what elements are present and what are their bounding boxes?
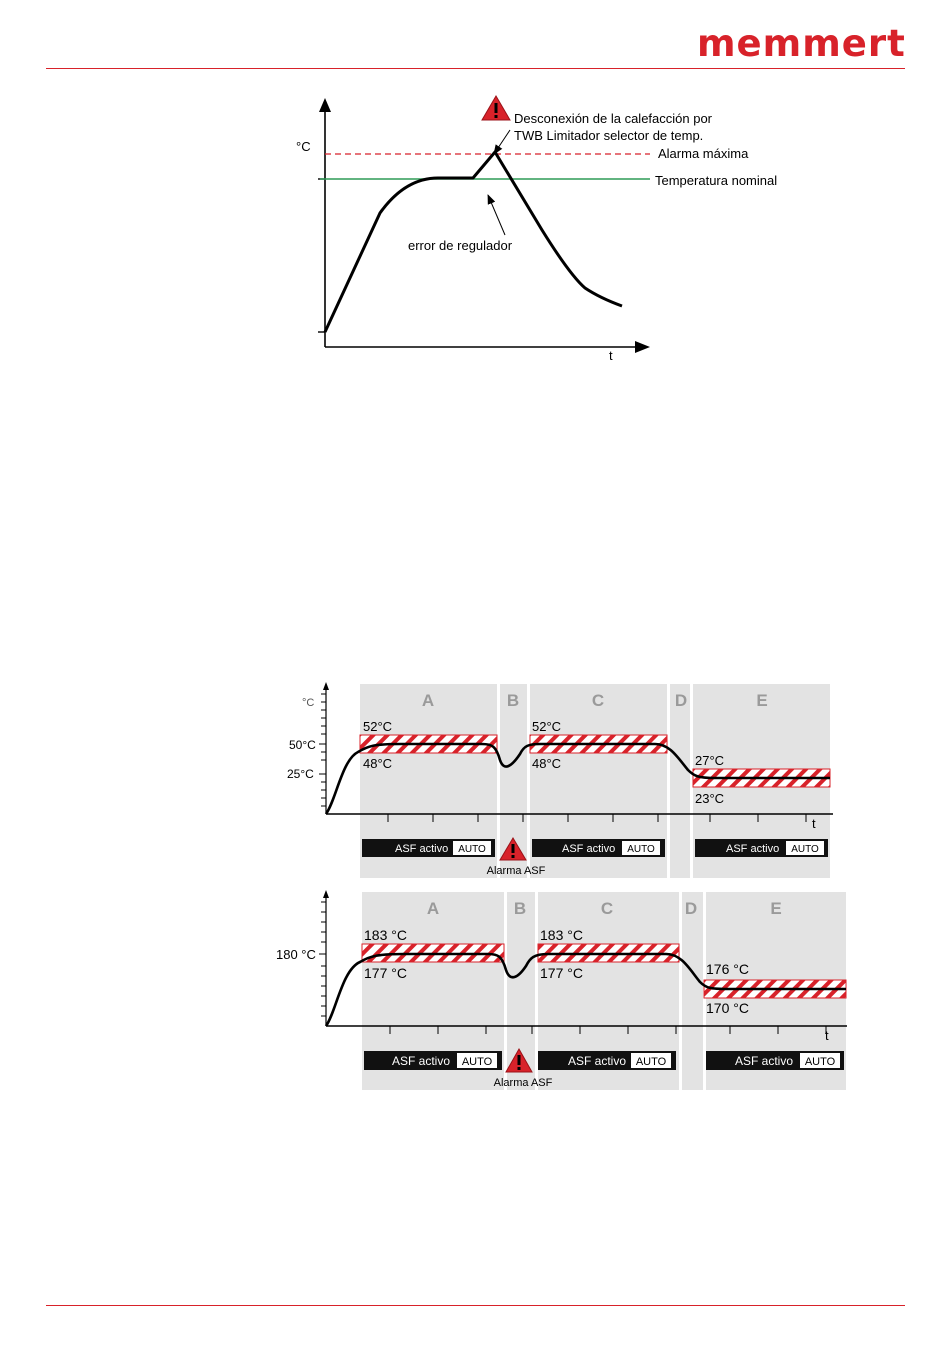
nominal-label: Temperatura nominal [655, 173, 778, 188]
phase-d-zone [682, 892, 703, 1090]
y-axis-arrow-icon [323, 890, 329, 898]
svg-text:ASF activo: ASF activo [568, 1054, 627, 1068]
band-e-lower: 170 °C [706, 1000, 749, 1016]
y-axis-arrow-icon [319, 98, 331, 112]
status-bar-e [695, 839, 828, 857]
y-axis-arrow-icon [323, 682, 329, 690]
band-c-upper: 52°C [532, 719, 562, 734]
band-a-lower: 177 °C [364, 965, 407, 981]
band-c-upper: 183 °C [540, 927, 583, 943]
svg-text:AUTO: AUTO [461, 1056, 493, 1068]
memmert-logo [697, 12, 907, 68]
svg-text:AUTO: AUTO [791, 844, 819, 855]
svg-text:AUTO: AUTO [458, 844, 486, 855]
status-bar-e [706, 1051, 844, 1070]
alarm-asf-label: Alarma ASF [493, 1077, 553, 1089]
phase-label-e: E [770, 899, 782, 918]
annotation-line-1: Desconexión de la calefacción por [514, 111, 713, 126]
svg-text:AUTO: AUTO [635, 1056, 667, 1068]
status-bar-c [532, 839, 665, 857]
band-c-lower: 177 °C [540, 965, 583, 981]
band-a-upper: 52°C [363, 719, 393, 734]
tick-25: 25°C [287, 767, 314, 781]
footer-rule [46, 1305, 905, 1306]
phase-label-b: B [506, 691, 520, 710]
warning-icon [482, 96, 510, 120]
band-e-lower: 23°C [695, 791, 725, 806]
annotation-arrow [494, 130, 510, 154]
x-axis-unit: t [812, 816, 816, 831]
alarm-asf-label: Alarma ASF [486, 865, 546, 877]
band-e-upper: 176 °C [706, 961, 749, 977]
svg-text:AUTO: AUTO [627, 844, 655, 855]
band-e-upper: 27°C [695, 753, 725, 768]
status-bar-a [362, 839, 495, 857]
phase-label-b: B [513, 899, 527, 918]
phase-label-c: C [600, 899, 614, 918]
tick-180: 180 °C [276, 947, 316, 962]
max-alarm-label: Alarma máxima [658, 146, 749, 161]
twb-diagram [280, 90, 820, 380]
regulator-error-arrow [488, 195, 505, 235]
x-axis-unit: t [609, 348, 613, 363]
phase-label-d: D [674, 691, 688, 710]
annotation-line-2: TWB Limitador selector de temp. [514, 128, 704, 143]
phase-label-d: D [684, 899, 698, 918]
asf-diagram-high [270, 888, 850, 1094]
phase-d-zone [670, 684, 690, 878]
asf-diagram-low [270, 680, 840, 880]
svg-text:ASF activo: ASF activo [392, 1054, 451, 1068]
regulator-error-label: error de regulador [408, 238, 513, 253]
x-axis-unit: t [825, 1028, 829, 1043]
phase-label-a: A [426, 899, 440, 918]
phase-label-c: C [591, 691, 605, 710]
svg-text:ASF activo: ASF activo [726, 843, 780, 855]
phase-label-a: A [421, 691, 435, 710]
svg-text:AUTO: AUTO [804, 1056, 836, 1068]
tick-50: 50°C [289, 738, 316, 752]
status-bar-c [538, 1051, 676, 1070]
x-axis-arrow-icon [635, 341, 650, 353]
svg-text:ASF activo: ASF activo [735, 1054, 794, 1068]
y-axis-unit: °C [296, 139, 311, 154]
brand-name: memmert [697, 22, 906, 65]
header-rule [46, 68, 905, 69]
svg-text:ASF activo: ASF activo [395, 843, 449, 855]
svg-text:ASF activo: ASF activo [562, 843, 616, 855]
status-bar-a [364, 1051, 502, 1070]
phase-label-e: E [756, 691, 768, 710]
band-a-upper: 183 °C [364, 927, 407, 943]
band-a-lower: 48°C [363, 756, 393, 771]
band-c-lower: 48°C [532, 756, 562, 771]
y-axis-unit: °C [302, 697, 315, 709]
